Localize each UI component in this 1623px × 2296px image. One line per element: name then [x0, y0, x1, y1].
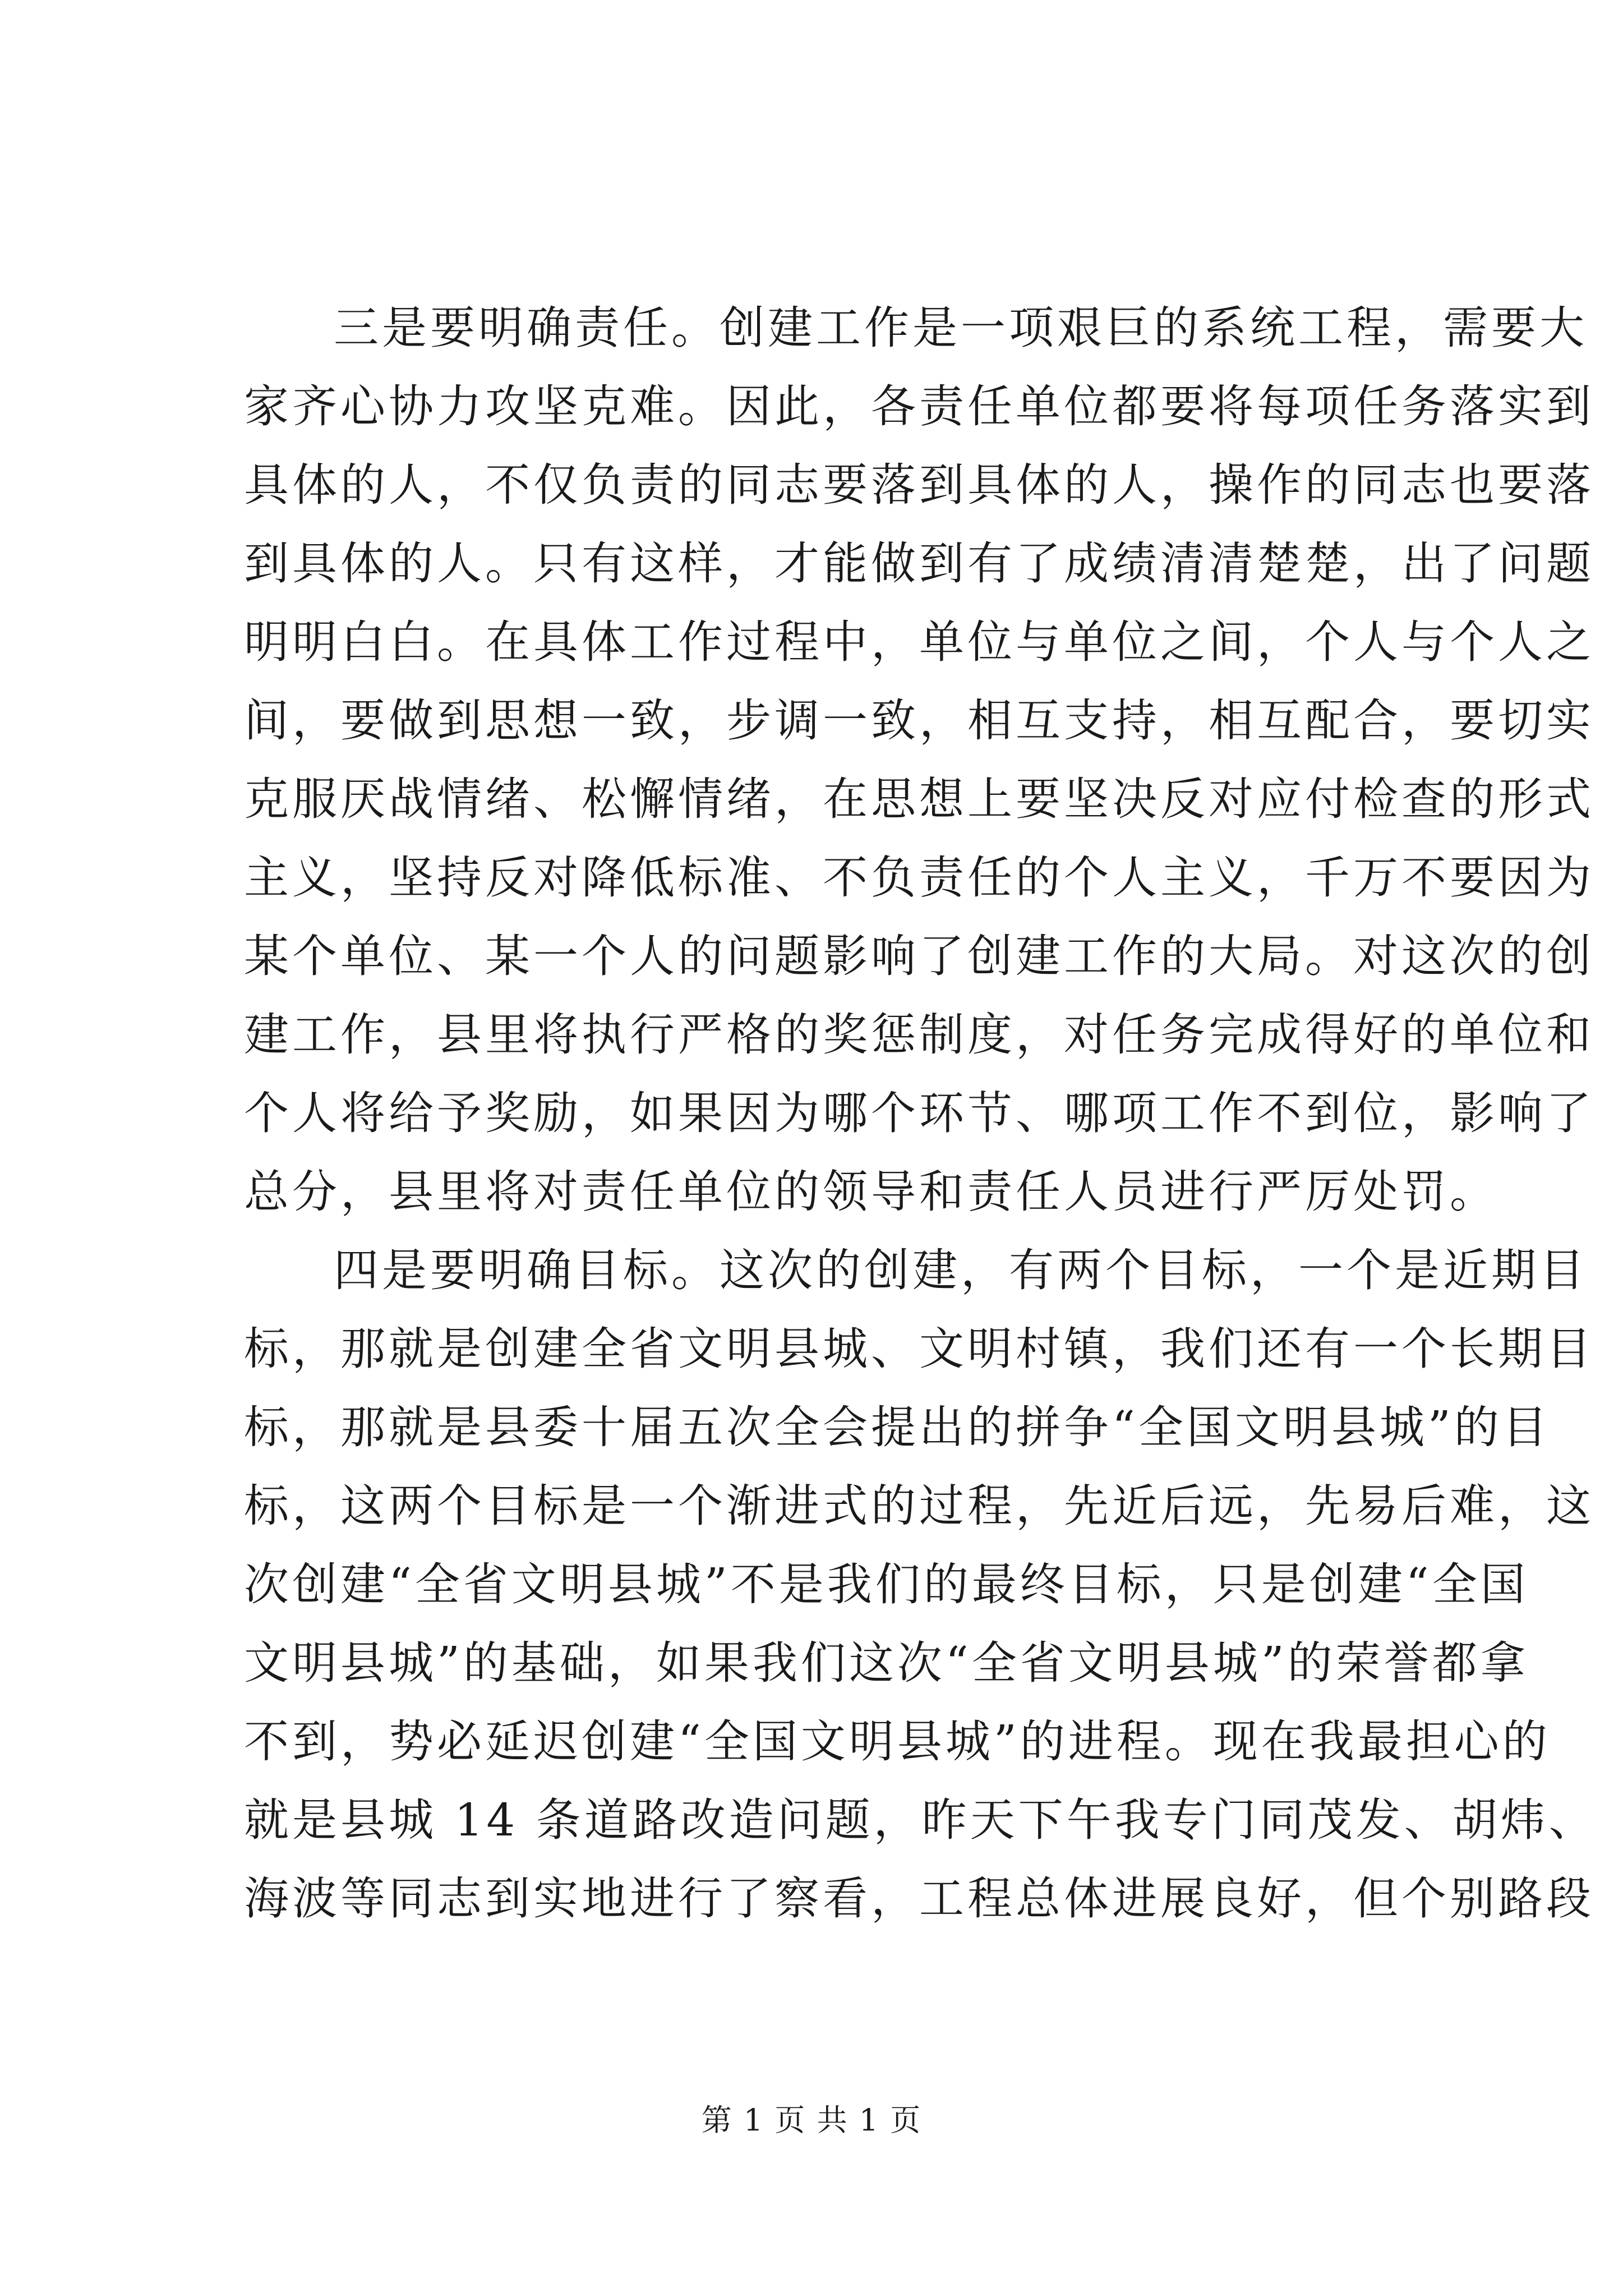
text-line: 个人将给予奖励，如果因为哪个环节、哪项工作不到位，影响了: [244, 1087, 1594, 1139]
text-line: 家齐心协力攻坚克难。因此，各责任单位都要将每项任务落实到: [244, 380, 1594, 432]
paragraph-goals: [244, 1231, 1597, 1938]
paragraph-responsibility: [244, 289, 1594, 1231]
text-line: 总分，县里将对责任单位的领导和责任人员进行严厉处罚。: [244, 1166, 1498, 1218]
text-line: 文明县城”的基础，如果我们这次“全省文明县城”的荣誉都拿: [244, 1637, 1529, 1689]
text-line: 不到，势必延迟创建“全国文明县城”的进程。现在我最担心的: [244, 1715, 1551, 1768]
text-line: 标，那就是创建全省文明县城、文明村镇，我们还有一个长期目: [244, 1323, 1594, 1375]
text-line: 海波等同志到实地进行了察看，工程总体进展良好，但个别路段: [244, 1872, 1594, 1925]
page-footer: 第 1 页 共 1 页: [701, 2102, 922, 2138]
text-line: 标，那就是县委十届五次全会提出的拼争“全国文明县城”的目: [244, 1401, 1551, 1453]
text-line: 具体的人，不仅负责的同志要落到具体的人，操作的同志也要落: [244, 459, 1594, 511]
text-line: 克服厌战情绪、松懈情绪，在思想上要坚决反对应付检查的形式: [244, 773, 1594, 825]
text-line: 建工作，县里将执行严格的奖惩制度，对任务完成得好的单位和: [244, 1009, 1594, 1061]
text-line: 某个单位、某一个人的问题影响了创建工作的大局。对这次的创: [244, 930, 1594, 982]
document-body: [244, 289, 1597, 1938]
text-line: 就是县城 14 条道路改造问题，昨天下午我专门同茂发、胡炜、: [244, 1794, 1597, 1846]
text-line: 明明白白。在具体工作过程中，单位与单位之间，个人与个人之: [244, 616, 1594, 668]
text-line: 三是要明确责任。创建工作是一项艰巨的系统工程，需要大: [334, 302, 1588, 354]
text-line: 四是要明确目标。这次的创建，有两个目标，一个是近期目: [334, 1244, 1588, 1296]
text-line: 到具体的人。只有这样，才能做到有了成绩清清楚楚，出了问题: [244, 537, 1594, 590]
text-line: 次创建“全省文明县城”不是我们的最终目标，只是创建“全国: [244, 1558, 1529, 1611]
text-line: 主义，坚持反对降低标准、不负责任的个人主义，千万不要因为: [244, 852, 1594, 904]
text-line: 标，这两个目标是一个渐进式的过程，先近后远，先易后难，这: [244, 1480, 1594, 1532]
text-line: 间，要做到思想一致，步调一致，相互支持，相互配合，要切实: [244, 694, 1594, 747]
